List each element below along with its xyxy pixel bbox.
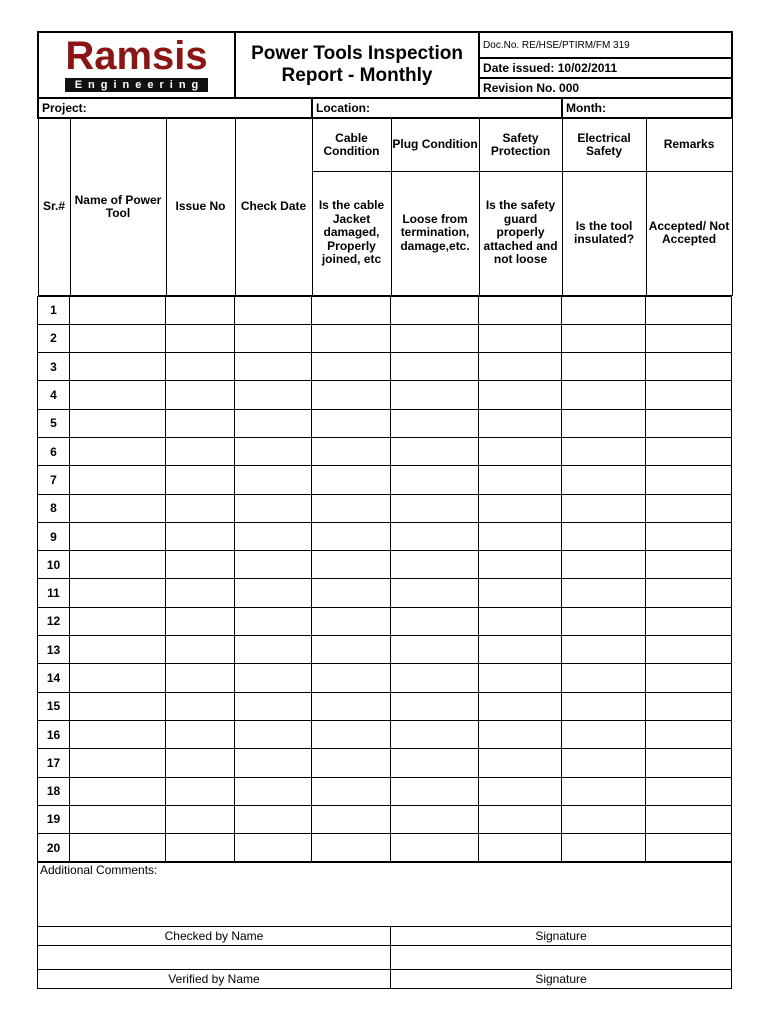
location-field[interactable]: Location: xyxy=(312,98,562,118)
row-number: 1 xyxy=(38,296,70,324)
row-number: 7 xyxy=(38,466,70,494)
row-number: 10 xyxy=(38,551,70,579)
verified-by-label: Verified by Name xyxy=(38,970,391,989)
table-row xyxy=(38,749,732,777)
cell-tool-name[interactable] xyxy=(70,664,166,692)
cell-safety[interactable] xyxy=(479,551,562,579)
row-number: 18 xyxy=(38,777,70,805)
cell-plug[interactable] xyxy=(391,720,479,748)
cell-electrical[interactable] xyxy=(562,720,646,748)
cell-issue-no[interactable] xyxy=(166,692,235,720)
cell-cable[interactable] xyxy=(312,522,391,550)
cell-electrical[interactable] xyxy=(562,551,646,579)
cell-check-date[interactable] xyxy=(235,409,312,437)
cell-electrical[interactable] xyxy=(562,664,646,692)
cell-tool-name[interactable] xyxy=(70,437,166,465)
cell-issue-no[interactable] xyxy=(166,720,235,748)
cell-plug[interactable] xyxy=(391,607,479,635)
table-row xyxy=(38,664,732,692)
cell-cable[interactable] xyxy=(312,381,391,409)
cell-check-date[interactable] xyxy=(235,777,312,805)
cell-issue-no[interactable] xyxy=(166,381,235,409)
cell-tool-name[interactable] xyxy=(70,579,166,607)
cell-safety[interactable] xyxy=(479,749,562,777)
cell-check-date[interactable] xyxy=(235,381,312,409)
cell-remarks[interactable] xyxy=(646,777,732,805)
table-row xyxy=(38,805,732,833)
cell-electrical[interactable] xyxy=(562,834,646,862)
cell-issue-no[interactable] xyxy=(166,636,235,664)
col-header-safety: Safety Protection xyxy=(479,118,562,171)
table-row xyxy=(38,381,732,409)
cell-tool-name[interactable] xyxy=(70,834,166,862)
cell-check-date[interactable] xyxy=(235,692,312,720)
cell-safety[interactable] xyxy=(479,409,562,437)
cell-issue-no[interactable] xyxy=(166,409,235,437)
col-header-check-date: Check Date xyxy=(235,118,312,295)
cell-plug[interactable] xyxy=(391,324,479,352)
cell-tool-name[interactable] xyxy=(70,692,166,720)
signature-label-2: Signature xyxy=(391,970,732,989)
cell-safety[interactable] xyxy=(479,805,562,833)
cell-remarks[interactable] xyxy=(646,494,732,522)
cell-safety[interactable] xyxy=(479,607,562,635)
cell-electrical[interactable] xyxy=(562,296,646,324)
footer-table xyxy=(37,862,732,989)
cell-safety[interactable] xyxy=(479,466,562,494)
header-table xyxy=(37,31,733,296)
cell-plug[interactable] xyxy=(391,522,479,550)
row-number: 16 xyxy=(38,720,70,748)
cell-check-date[interactable] xyxy=(235,607,312,635)
cell-electrical[interactable] xyxy=(562,353,646,381)
cell-cable[interactable] xyxy=(312,551,391,579)
cell-cable[interactable] xyxy=(312,409,391,437)
table-row xyxy=(38,296,732,324)
table-row xyxy=(38,437,732,465)
cell-cable[interactable] xyxy=(312,607,391,635)
col-header-plug: Plug Condition xyxy=(391,118,479,171)
cell-remarks[interactable] xyxy=(646,805,732,833)
table-row xyxy=(38,692,732,720)
cell-remarks[interactable] xyxy=(646,353,732,381)
cell-safety[interactable] xyxy=(479,494,562,522)
row-number: 5 xyxy=(38,409,70,437)
table-row xyxy=(38,522,732,550)
cell-electrical[interactable] xyxy=(562,522,646,550)
cell-plug[interactable] xyxy=(391,353,479,381)
cell-safety[interactable] xyxy=(479,636,562,664)
cell-plug[interactable] xyxy=(391,692,479,720)
cell-tool-name[interactable] xyxy=(70,409,166,437)
cell-issue-no[interactable] xyxy=(166,437,235,465)
cell-cable[interactable] xyxy=(312,664,391,692)
cell-tool-name[interactable] xyxy=(70,636,166,664)
project-field[interactable]: Project: xyxy=(38,98,312,118)
checked-by-name-field[interactable] xyxy=(38,946,391,970)
row-number: 9 xyxy=(38,522,70,550)
table-row xyxy=(38,324,732,352)
cell-plug[interactable] xyxy=(391,777,479,805)
cell-safety[interactable] xyxy=(479,353,562,381)
cell-plug[interactable] xyxy=(391,466,479,494)
cell-remarks[interactable] xyxy=(646,381,732,409)
checked-by-signature-field[interactable] xyxy=(391,946,732,970)
row-number: 17 xyxy=(38,749,70,777)
cell-cable[interactable] xyxy=(312,579,391,607)
cell-issue-no[interactable] xyxy=(166,551,235,579)
revision-number: Revision No. 000 xyxy=(479,78,732,98)
cell-check-date[interactable] xyxy=(235,466,312,494)
table-row xyxy=(38,353,732,381)
cell-remarks[interactable] xyxy=(646,664,732,692)
cell-electrical[interactable] xyxy=(562,636,646,664)
cell-plug[interactable] xyxy=(391,494,479,522)
row-number: 8 xyxy=(38,494,70,522)
cell-remarks[interactable] xyxy=(646,607,732,635)
cell-plug[interactable] xyxy=(391,409,479,437)
cell-electrical[interactable] xyxy=(562,381,646,409)
cell-plug[interactable] xyxy=(391,664,479,692)
table-row xyxy=(38,579,732,607)
cell-remarks[interactable] xyxy=(646,437,732,465)
cell-tool-name[interactable] xyxy=(70,381,166,409)
cell-cable[interactable] xyxy=(312,720,391,748)
cell-tool-name[interactable] xyxy=(70,720,166,748)
cell-issue-no[interactable] xyxy=(166,522,235,550)
cell-check-date[interactable] xyxy=(235,551,312,579)
col-header-remarks: Remarks xyxy=(646,118,732,171)
table-row xyxy=(38,607,732,635)
cell-issue-no[interactable] xyxy=(166,296,235,324)
cell-cable[interactable] xyxy=(312,805,391,833)
cell-remarks[interactable] xyxy=(646,834,732,862)
col-header-issue-no: Issue No xyxy=(166,118,235,295)
date-issued: Date issued: 10/02/2011 xyxy=(479,58,732,78)
cell-safety[interactable] xyxy=(479,664,562,692)
row-number: 13 xyxy=(38,636,70,664)
cell-safety[interactable] xyxy=(479,522,562,550)
cell-cable[interactable] xyxy=(312,692,391,720)
cell-issue-no[interactable] xyxy=(166,749,235,777)
col-header-cable: Cable Condition xyxy=(312,118,391,171)
cell-tool-name[interactable] xyxy=(70,466,166,494)
table-row xyxy=(38,777,732,805)
doc-number: Doc.No. RE/HSE/PTIRM/FM 319 xyxy=(479,32,732,58)
cell-issue-no[interactable] xyxy=(166,466,235,494)
company-logo xyxy=(38,32,235,98)
row-number: 2 xyxy=(38,324,70,352)
cell-safety[interactable] xyxy=(479,834,562,862)
col-header-sr: Sr.# xyxy=(38,118,70,295)
cell-remarks[interactable] xyxy=(646,466,732,494)
cell-cable[interactable] xyxy=(312,749,391,777)
criteria-plug: Loose from termination, damage,etc. xyxy=(391,171,479,295)
cell-issue-no[interactable] xyxy=(166,805,235,833)
cell-plug[interactable] xyxy=(391,381,479,409)
cell-cable[interactable] xyxy=(312,353,391,381)
cell-electrical[interactable] xyxy=(562,579,646,607)
cell-cable[interactable] xyxy=(312,777,391,805)
report-title: Power Tools Inspection Report - Monthly xyxy=(235,32,479,98)
col-header-electrical: Electrical Safety xyxy=(562,118,646,171)
criteria-cable: Is the cable Jacket damaged, Properly joined, etc xyxy=(312,171,391,295)
cell-tool-name[interactable] xyxy=(70,324,166,352)
cell-remarks[interactable] xyxy=(646,692,732,720)
logo-name: Ramsis xyxy=(65,34,208,78)
cell-safety[interactable] xyxy=(479,296,562,324)
cell-electrical[interactable] xyxy=(562,409,646,437)
cell-issue-no[interactable] xyxy=(166,664,235,692)
table-row xyxy=(38,409,732,437)
row-number: 11 xyxy=(38,579,70,607)
cell-remarks[interactable] xyxy=(646,720,732,748)
row-number: 4 xyxy=(38,381,70,409)
row-number: 6 xyxy=(38,437,70,465)
cell-safety[interactable] xyxy=(479,579,562,607)
cell-electrical[interactable] xyxy=(562,324,646,352)
cell-safety[interactable] xyxy=(479,720,562,748)
cell-tool-name[interactable] xyxy=(70,296,166,324)
cell-issue-no[interactable] xyxy=(166,353,235,381)
criteria-remarks: Accepted/ Not Accepted xyxy=(646,171,732,295)
cell-plug[interactable] xyxy=(391,805,479,833)
cell-check-date[interactable] xyxy=(235,324,312,352)
row-number: 20 xyxy=(38,834,70,862)
cell-cable[interactable] xyxy=(312,834,391,862)
table-row xyxy=(38,551,732,579)
cell-tool-name[interactable] xyxy=(70,777,166,805)
table-row xyxy=(38,720,732,748)
cell-check-date[interactable] xyxy=(235,720,312,748)
logo-tagline: Engineering xyxy=(65,78,209,92)
cell-tool-name[interactable] xyxy=(70,494,166,522)
cell-remarks[interactable] xyxy=(646,579,732,607)
cell-electrical[interactable] xyxy=(562,494,646,522)
criteria-safety: Is the safety guard properly attached and not loose xyxy=(479,171,562,295)
cell-plug[interactable] xyxy=(391,834,479,862)
cell-check-date[interactable] xyxy=(235,664,312,692)
table-row xyxy=(38,466,732,494)
cell-issue-no[interactable] xyxy=(166,777,235,805)
cell-plug[interactable] xyxy=(391,579,479,607)
cell-check-date[interactable] xyxy=(235,749,312,777)
cell-cable[interactable] xyxy=(312,466,391,494)
col-header-tool-name: Name of Power Tool xyxy=(70,118,166,295)
table-row xyxy=(38,494,732,522)
cell-remarks[interactable] xyxy=(646,296,732,324)
cell-cable[interactable] xyxy=(312,494,391,522)
row-number: 19 xyxy=(38,805,70,833)
cell-safety[interactable] xyxy=(479,692,562,720)
cell-remarks[interactable] xyxy=(646,636,732,664)
cell-remarks[interactable] xyxy=(646,409,732,437)
cell-electrical[interactable] xyxy=(562,805,646,833)
cell-remarks[interactable] xyxy=(646,522,732,550)
cell-check-date[interactable] xyxy=(235,579,312,607)
additional-comments-field[interactable]: Additional Comments: xyxy=(38,863,732,927)
cell-cable[interactable] xyxy=(312,296,391,324)
cell-safety[interactable] xyxy=(479,437,562,465)
cell-remarks[interactable] xyxy=(646,324,732,352)
cell-plug[interactable] xyxy=(391,636,479,664)
signature-label-1: Signature xyxy=(391,927,732,946)
table-row xyxy=(38,834,732,862)
cell-electrical[interactable] xyxy=(562,607,646,635)
cell-safety[interactable] xyxy=(479,381,562,409)
inspection-rows-table xyxy=(37,296,732,863)
row-number: 14 xyxy=(38,664,70,692)
row-number: 3 xyxy=(38,353,70,381)
row-number: 15 xyxy=(38,692,70,720)
month-field[interactable]: Month: xyxy=(562,98,732,118)
cell-check-date[interactable] xyxy=(235,437,312,465)
cell-check-date[interactable] xyxy=(235,522,312,550)
checked-by-label: Checked by Name xyxy=(38,927,391,946)
cell-electrical[interactable] xyxy=(562,466,646,494)
inspection-form xyxy=(37,31,731,989)
cell-check-date[interactable] xyxy=(235,296,312,324)
cell-tool-name[interactable] xyxy=(70,749,166,777)
cell-issue-no[interactable] xyxy=(166,324,235,352)
criteria-electrical: Is the tool insulated? xyxy=(562,171,646,295)
cell-issue-no[interactable] xyxy=(166,579,235,607)
cell-check-date[interactable] xyxy=(235,805,312,833)
cell-tool-name[interactable] xyxy=(70,522,166,550)
cell-check-date[interactable] xyxy=(235,353,312,381)
cell-safety[interactable] xyxy=(479,324,562,352)
table-row xyxy=(38,636,732,664)
cell-electrical[interactable] xyxy=(562,749,646,777)
cell-plug[interactable] xyxy=(391,296,479,324)
cell-cable[interactable] xyxy=(312,324,391,352)
cell-cable[interactable] xyxy=(312,636,391,664)
cell-cable[interactable] xyxy=(312,437,391,465)
cell-tool-name[interactable] xyxy=(70,805,166,833)
cell-electrical[interactable] xyxy=(562,437,646,465)
cell-remarks[interactable] xyxy=(646,551,732,579)
cell-electrical[interactable] xyxy=(562,692,646,720)
cell-plug[interactable] xyxy=(391,749,479,777)
cell-plug[interactable] xyxy=(391,551,479,579)
cell-check-date[interactable] xyxy=(235,834,312,862)
cell-tool-name[interactable] xyxy=(70,353,166,381)
cell-plug[interactable] xyxy=(391,437,479,465)
cell-issue-no[interactable] xyxy=(166,607,235,635)
cell-check-date[interactable] xyxy=(235,636,312,664)
cell-safety[interactable] xyxy=(479,777,562,805)
cell-tool-name[interactable] xyxy=(70,551,166,579)
cell-tool-name[interactable] xyxy=(70,607,166,635)
row-number: 12 xyxy=(38,607,70,635)
cell-check-date[interactable] xyxy=(235,494,312,522)
cell-remarks[interactable] xyxy=(646,749,732,777)
cell-issue-no[interactable] xyxy=(166,494,235,522)
cell-electrical[interactable] xyxy=(562,777,646,805)
cell-issue-no[interactable] xyxy=(166,834,235,862)
